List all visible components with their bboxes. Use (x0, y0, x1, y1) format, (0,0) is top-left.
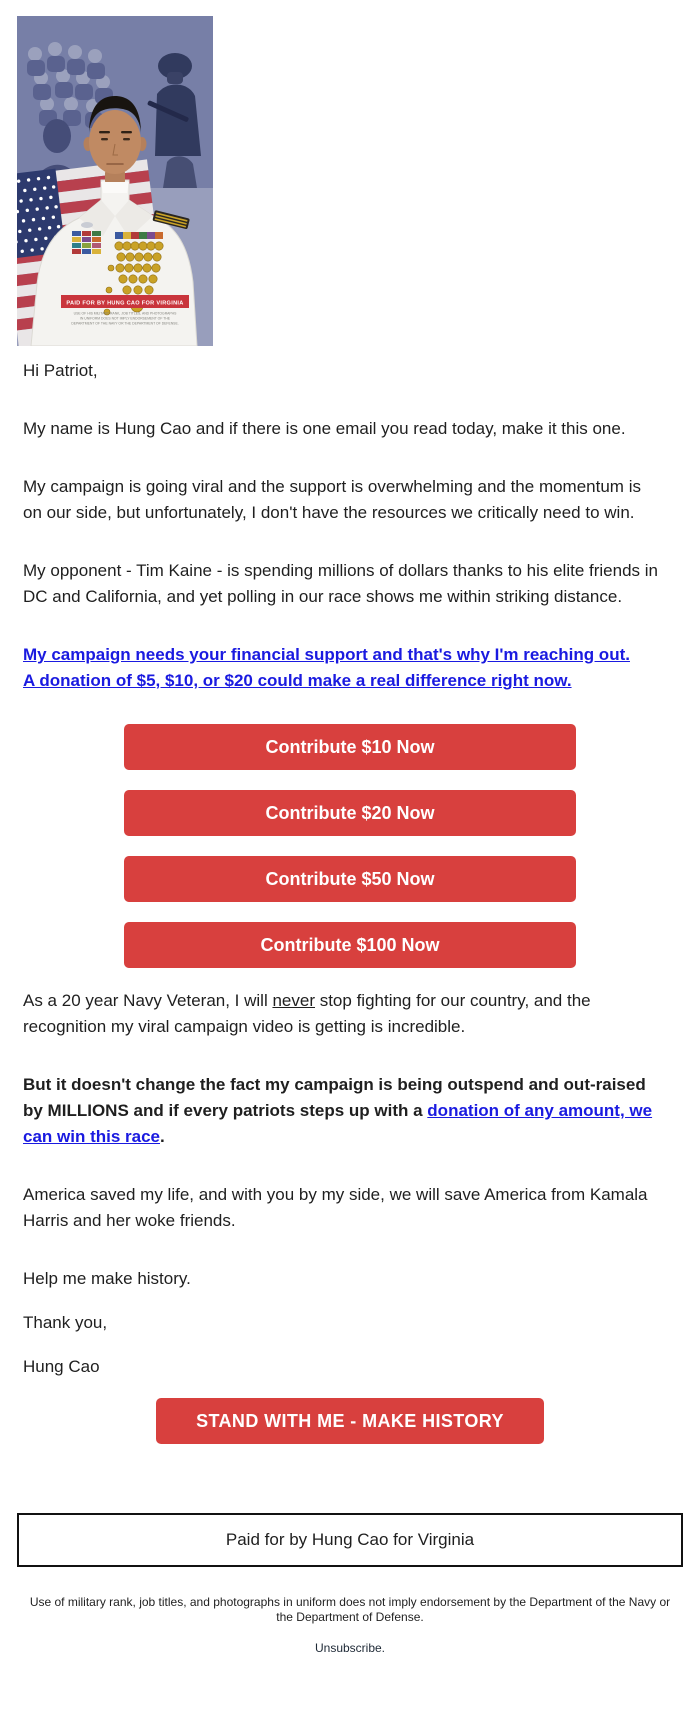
military-disclaimer: Use of military rank, job titles, and photographs in uniform does not imply endorsement by the Department of the Navy or the Department of Defense. (29, 1595, 671, 1624)
paragraph-intro: My name is Hung Cao and if there is one email you read today, make it this one. (23, 419, 626, 438)
paragraph-outspend: But it doesn't change the fact my campaign is being outspend and out-raised by MILLIONS and if every patriots steps up with a donation of any amount, we can win this race. (23, 1075, 653, 1146)
cta-wrap (0, 1398, 700, 1444)
never-underlined: never (272, 991, 315, 1010)
contribute-button-stack (0, 724, 700, 968)
contribute-50-button[interactable]: Contribute $50 Now (124, 856, 576, 902)
signature: Hung Cao (23, 1357, 100, 1376)
photo-banner-text: PAID FOR BY HUNG CAO FOR VIRGINIA (66, 300, 184, 307)
stand-with-me-button[interactable]: STAND WITH ME - MAKE HISTORY (156, 1398, 544, 1444)
paragraph-opponent: My opponent - Tim Kaine - is spending millions of dollars thanks to his elite friends in DC and California, and yet polling in our race shows me within striking distance. (23, 561, 658, 606)
paragraph-veteran: As a 20 year Navy Veteran, I will never stop fighting for our country, and the recognition my viral campaign video is getting is incredible. (23, 991, 591, 1036)
paragraph-thanks: Thank you, (23, 1313, 108, 1332)
photo-fine-print (71, 312, 178, 326)
unsubscribe-wrap (0, 1641, 700, 1655)
paragraph-donation-link (23, 642, 663, 694)
email-content (0, 346, 700, 1444)
greeting: Hi Patriot, (23, 361, 98, 380)
candidate-photo (17, 16, 213, 346)
paragraph-history: Help me make history. (23, 1269, 191, 1288)
svg-text:DEPARTMENT OF THE NAVY OR THE: DEPARTMENT OF THE NAVY OR THE DEPARTMENT OF DEFENSE. (71, 321, 179, 326)
paid-for-box (17, 1513, 683, 1567)
svg-text:USE OF HIS MILITARY RANK, JOB: USE OF HIS MILITARY RANK, JOB TITLES, AND PHOTOGRAPHS (73, 311, 177, 316)
email-body (0, 16, 700, 1724)
svg-text:IN UNIFORM DOES NOT IMPLY ENDO: IN UNIFORM DOES NOT IMPLY ENDORSEMENT OF THE (79, 316, 171, 321)
contribute-100-button[interactable]: Contribute $100 Now (124, 922, 576, 968)
paid-for-text: Paid for by Hung Cao for Virginia (225, 1530, 475, 1549)
unsubscribe-link[interactable]: Unsubscribe. (314, 1641, 386, 1655)
donation-appeal-link[interactable]: My campaign needs your financial support and that's why I'm reaching out. A donation of $5, $10, or $20 could make a real difference right now. (23, 645, 630, 690)
photo-paid-banner (61, 295, 189, 308)
paragraph-viral: My campaign is going viral and the support is overwhelming and the momentum is on our side, but unfortunately, I don't have the resources we critically need to win. (23, 477, 641, 522)
contribute-20-button[interactable]: Contribute $20 Now (124, 790, 576, 836)
any-amount-link[interactable]: donation of any amount, we can win this race (23, 1101, 653, 1146)
paragraph-america: America saved my life, and with you by my side, we will save America from Kamala Harris and her woke friends. (23, 1185, 648, 1230)
contribute-10-button[interactable]: Contribute $10 Now (124, 724, 576, 770)
